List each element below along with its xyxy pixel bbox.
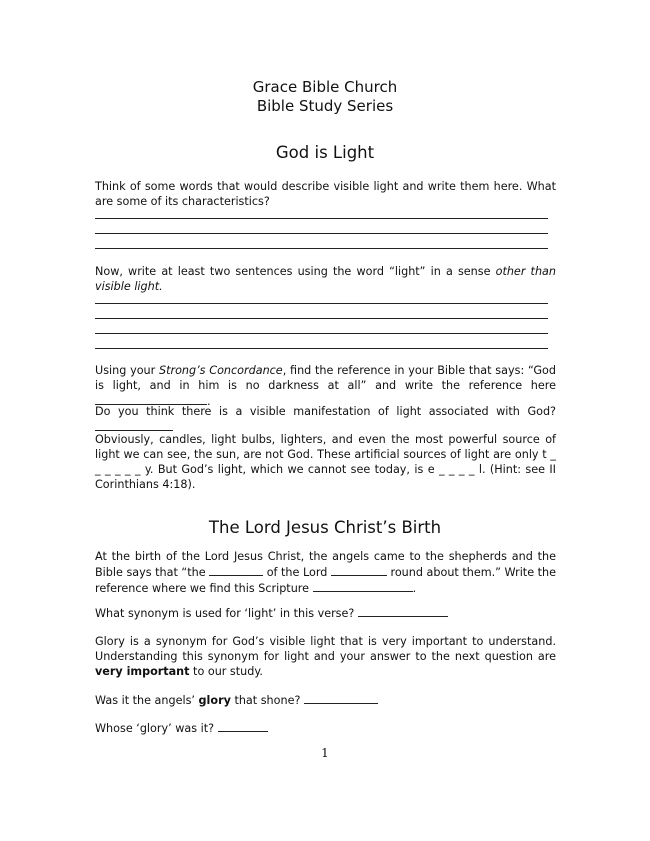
answer-line[interactable] bbox=[95, 233, 548, 234]
book-title: Strong’s Concordance bbox=[159, 364, 283, 377]
question-text: At the birth of the Lord Jesus Christ, the angels came to the shepherds and the Bible says that “the bbox=[95, 550, 556, 579]
question-text: , find the reference in your Bible that says: “God is light, and in him is no darkness at all” and write the reference here bbox=[95, 364, 556, 392]
page-number: 1 bbox=[321, 746, 329, 760]
question-text: Glory is a synonym for God’s visible light that is very important to understand. Understanding this synonym for light and your answer to the next question are bbox=[95, 635, 556, 663]
series-name: Bible Study Series bbox=[256, 97, 394, 115]
question-text: to our study. bbox=[189, 665, 263, 678]
document-header bbox=[0, 78, 650, 116]
question-text: What synonym is used for ‘light’ in this verse? bbox=[95, 607, 358, 620]
question-text: . (Hint: see II Corinthians 4:18). bbox=[95, 463, 556, 491]
punctuation: . bbox=[412, 582, 417, 595]
question-artificial-light bbox=[95, 432, 556, 492]
question-concordance bbox=[95, 363, 556, 409]
question-text: that shone? bbox=[230, 694, 304, 707]
question-light-words: Think of some words that would describe visible light and write them here. What are some of its characteristics? bbox=[95, 180, 556, 208]
question-text: . But God’s light, which we cannot see today, is bbox=[149, 463, 428, 476]
paragraph-angels-shepherds bbox=[95, 549, 556, 596]
question-text: Was it the angels’ bbox=[95, 694, 199, 707]
question-synonym bbox=[95, 605, 556, 621]
question-angels-glory bbox=[95, 692, 556, 708]
section-title-god-is-light: God is Light bbox=[275, 143, 375, 162]
emphasis-text: glory bbox=[198, 694, 231, 707]
answer-line[interactable] bbox=[95, 218, 548, 219]
answer-line[interactable] bbox=[95, 348, 548, 349]
question-light-sentences bbox=[95, 264, 556, 294]
answer-line[interactable] bbox=[95, 248, 548, 249]
answer-blank[interactable] bbox=[95, 419, 173, 431]
answer-blank[interactable] bbox=[304, 692, 378, 704]
answer-line[interactable] bbox=[95, 303, 548, 304]
word-blank[interactable] bbox=[331, 564, 387, 576]
question-text: Now, write at least two sentences using the word “light” in a sense bbox=[95, 265, 496, 278]
answer-line[interactable] bbox=[95, 333, 548, 334]
emphasis-text: other than visible light. bbox=[95, 265, 556, 293]
emphasis-text: very important bbox=[95, 665, 190, 678]
question-text: of the Lord bbox=[263, 566, 331, 579]
question-text: Obviously, candles, light bulbs, lighters, and even the most powerful source of light we can see, the sun, are not God. These artificial sources of light are only bbox=[95, 433, 556, 461]
question-visible-manifestation bbox=[95, 404, 556, 435]
question-text: Do you think there is a visible manifestation of light associated with God? bbox=[95, 405, 556, 418]
paragraph-glory-synonym bbox=[95, 634, 556, 679]
punctuation: . bbox=[207, 395, 211, 408]
question-text: round about them.” Write the reference where we find this Scripture bbox=[95, 566, 556, 595]
section-title-birth: The Lord Jesus Christ’s Birth bbox=[208, 518, 442, 537]
question-text: Using your bbox=[95, 364, 159, 377]
question-whose-glory bbox=[95, 720, 556, 736]
answer-blank[interactable] bbox=[218, 720, 268, 732]
question-text: Whose ‘glory’ was it? bbox=[95, 722, 218, 735]
word-blank[interactable] bbox=[209, 564, 263, 576]
church-name: Grace Bible Church bbox=[252, 78, 398, 96]
answer-blank[interactable] bbox=[358, 605, 448, 617]
reference-blank[interactable] bbox=[313, 580, 413, 592]
answer-line[interactable] bbox=[95, 318, 548, 319]
letter-blank-eternal[interactable]: e _ _ _ _ l bbox=[427, 463, 482, 476]
letter-blank-temporary[interactable]: t _ _ _ _ _ _ y bbox=[95, 448, 556, 476]
